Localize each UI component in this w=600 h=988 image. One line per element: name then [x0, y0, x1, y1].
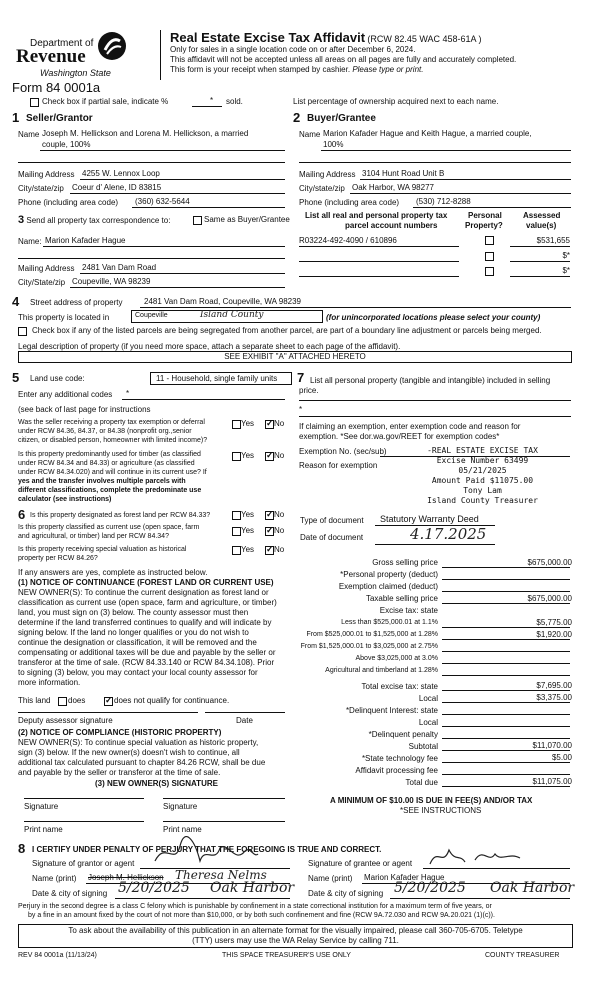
section-3-number: 3 [18, 214, 25, 226]
perjury-note-1 [18, 903, 492, 910]
street-address[interactable]: 2481 Van Dam Road, Coupeville, WA 98239 [144, 297, 301, 306]
q-timber-no-label: No [274, 451, 285, 460]
owner-sig-label-2: Signature [163, 802, 198, 811]
q-current-use-2: and agricultural, or timber) land per RCW 84.34? [18, 533, 169, 540]
notice-2-title: (2) NOTICE OF COMPLIANCE (HISTORIC PROPERTY) [18, 728, 222, 737]
corr-city[interactable]: Coupeville, WA 98239 [72, 277, 151, 286]
partial-pct-line [192, 106, 222, 107]
section-2-number: 2 [293, 110, 301, 125]
title-text: Real Estate Excise Tax Affidavit [170, 30, 366, 45]
doc-date-label: Date of document [300, 533, 364, 542]
q-exemption-3: citizen, or disabled person, homeowner with limited income)? [18, 437, 208, 444]
subtotal-value[interactable]: $11,070.00 [532, 741, 572, 750]
q-timber-6: calculator (see instructions) [18, 496, 112, 503]
grantee-sig-line [423, 868, 570, 869]
section-3 [18, 214, 170, 226]
q-timber-no-checkbox[interactable] [265, 452, 274, 461]
notice-2-l4: and payable by the seller or transferor at the time of sale. [18, 768, 221, 777]
q-current-use-1: Is this property classified as current use (open space, farm [18, 524, 200, 531]
street-line [140, 307, 571, 308]
header-note-1: Only for sales in a single location code on or after December 6, 2024. [170, 45, 416, 54]
q-historic-2: property per RCW 84.26? [18, 555, 98, 562]
q-exemption-no-checkbox[interactable] [265, 420, 274, 429]
exempt-deduct-line [442, 591, 570, 592]
stamp-line-6: Island County Treasurer [427, 496, 538, 505]
q-exemption-1: Was the seller receiving a property tax exemption or deferral [18, 419, 205, 426]
stamp-line-5: Tony Lam [463, 486, 502, 495]
parcel-header-2b: Property? [465, 221, 503, 230]
parcel-row-1-line [299, 246, 459, 247]
reason-label: Reason for exemption [299, 461, 378, 470]
location-county: Island County [200, 310, 264, 320]
corr-mail[interactable]: 2481 Van Dam Road [82, 263, 157, 272]
see-instructions: *SEE INSTRUCTIONS [400, 806, 482, 815]
seller-title: Seller/Grantor [26, 113, 93, 124]
buyer-name-label: Name [299, 130, 321, 139]
delinq-interest-line [442, 714, 570, 715]
tier-3-line [442, 651, 570, 652]
grantor-name-handwritten[interactable]: Theresa Nelms [175, 868, 267, 882]
notice-1-l10: more information. [18, 678, 81, 687]
q-current-use-no-checkbox[interactable] [265, 527, 274, 536]
section-7-number: 7 [297, 370, 305, 385]
seller-phone-label: Phone (including area code) [18, 198, 119, 207]
parcel-row-3-personal-checkbox[interactable] [485, 267, 494, 276]
personal-deduct-line [442, 579, 570, 580]
header-divider [160, 30, 161, 80]
land-use-select[interactable] [150, 372, 292, 385]
buyer-title: Buyer/Grantee [307, 113, 376, 124]
tier-5-line [442, 675, 570, 676]
parcel-row-2-personal-checkbox[interactable] [485, 252, 494, 261]
corr-mail-line [80, 273, 285, 274]
buyer-city[interactable]: Oak Harbor, WA 98277 [352, 183, 434, 192]
total-state-line [442, 690, 570, 691]
personal-property-line-1 [299, 400, 571, 401]
uninc-note: (for unincorporated locations please select your county) [326, 313, 541, 322]
corr-label: Send all property tax correspondence to: [26, 216, 171, 225]
buyer-mail-label: Mailing Address [299, 170, 356, 179]
corr-mail-label: Mailing Address [18, 264, 75, 273]
grantee-date-label: Date & city of signing [308, 889, 384, 898]
parcel-row-2-value-line [510, 261, 570, 262]
land-use-label: Land use code: [30, 374, 85, 383]
delinq-interest-label: *Delinquent Interest: state [345, 706, 438, 715]
grantee-name[interactable]: Marion Kafader Hague [364, 873, 445, 882]
accessibility-box [18, 924, 573, 948]
q-forest-yes-label: Yes [241, 510, 255, 519]
land-use-code: 11 - Household, single family units [156, 374, 278, 383]
tier-2-label: From $525,000.01 to $1,525,000 at 1.28% [306, 631, 438, 638]
addl-codes-line [122, 399, 285, 400]
perjury-note-2: by a fine in an amount fixed by the court of not more than $10,000, or by both such confinement and fine (RCW 9A.72.030 and RCW 9A.20.021 (1)(c)). [28, 912, 495, 919]
section-6-number: 6 [18, 507, 26, 522]
seller-name-underline [40, 150, 285, 151]
parcel-row-1-value-line [510, 246, 570, 247]
parcel-row-1-personal-checkbox[interactable] [485, 236, 494, 245]
notice-1-title: (1) NOTICE OF CONTINUANCE (FOREST LAND OR CURRENT USE) [18, 578, 274, 587]
penalty-line [442, 738, 570, 739]
q-forest-yes-checkbox[interactable] [232, 511, 241, 520]
local-line [442, 702, 570, 703]
tier-4-label: Above $3,025,000 at 3.0% [355, 655, 438, 662]
treasurer-stamp [405, 446, 560, 506]
tier-5-label: Agricultural and timberland at 1.28% [325, 667, 438, 674]
taxable-value[interactable]: $675,000.00 [527, 594, 572, 603]
legal-description: SEE EXHIBIT "A" ATTACHED HERETO [224, 352, 366, 361]
form-number: Form 84 0001a [12, 80, 101, 95]
tech-fee-value[interactable]: $5.00 [551, 753, 572, 762]
grantor-date-line [115, 898, 290, 899]
local-value[interactable]: $3,375.00 [536, 693, 572, 702]
partial-pct[interactable]: * [210, 96, 214, 105]
footer-county-treasurer: COUNTY TREASURER [485, 952, 560, 959]
q-timber-4: yes and the transfer involves multiple parcels with [18, 478, 186, 485]
seller-mail-line [80, 179, 285, 180]
doc-date[interactable]: 4.17.2025 [410, 525, 487, 543]
seller-city[interactable]: Coeur d' Alene, ID 83815 [72, 183, 162, 192]
personal-property-label: List all personal property (tangible and intangible) included in selling [310, 376, 551, 385]
penalty-label: *Delinquent penalty [368, 730, 438, 739]
q-forest: Is this property designated as forest land per RCW 84.33? [30, 512, 211, 519]
notice-1-l4: determine if the land transferred continues to qualify and will indicate by [18, 618, 272, 627]
accessibility-line-2: (TTY) users may use the WA Relay Service by calling 711. [192, 936, 399, 945]
total-state-value[interactable]: $7,695.00 [536, 681, 572, 690]
seller-name-line-2[interactable]: couple, 100% [42, 140, 91, 149]
subtotal-label: Subtotal [408, 742, 438, 751]
gross-label: Gross selling price [372, 558, 438, 567]
grantor-date[interactable]: 5/20/2025 [118, 880, 190, 896]
excise-label: Excise tax: state [379, 606, 438, 615]
stamp-line-3: 05/21/2025 [458, 466, 507, 475]
stamp-line-2: Excise Number 63499 [436, 456, 529, 465]
exemption-no-label: Exemption No. (sec/sub) [299, 447, 387, 456]
seller-mail-label: Mailing Address [18, 170, 75, 179]
section-5-number: 5 [12, 370, 20, 385]
section-4-number: 4 [12, 294, 20, 309]
tier-4-line [442, 663, 570, 664]
grantor-name-typed[interactable]: Joseph M. Hellickson [88, 873, 164, 882]
buyer-name-line-2[interactable]: 100% [323, 140, 344, 149]
header-note-2: This affidavit will not be accepted unless all areas on all pages are fully and accurately completed. [170, 55, 517, 64]
seller-city-line [70, 193, 285, 194]
same-as-buyer-checkbox[interactable] [193, 216, 202, 225]
q-current-use-no-label: No [274, 526, 285, 535]
q-timber-2: under RCW 84.34 and 84.33) or agriculture (as classified [18, 460, 195, 467]
form-title [170, 30, 482, 45]
partial-sale-label: Check box if partial sale, indicate % [42, 97, 169, 106]
notice-2-l2: sign (3) below. If the new owner(s) doesn't wish to continue, all [18, 748, 240, 757]
q-forest-no-checkbox[interactable] [265, 511, 274, 520]
stamp-line-4: Amount Paid $11075.00 [431, 476, 534, 485]
certify-statement: I CERTIFY UNDER PENALTY OF PERJURY THAT THE FOREGOING IS TRUE AND CORRECT. [32, 845, 382, 854]
claim-exemption-2: exemption. *See dor.wa.gov/REET for exemption codes* [299, 432, 500, 441]
seller-city-label: City/state/zip [18, 184, 64, 193]
notice-1-l6: continue the designation or classification, it will be removed and the [18, 638, 257, 647]
parcel-row-3-line [299, 276, 459, 277]
legal-label: Legal description of property (if you need more space, attach a separate sheet to each page of the affidavit). [18, 342, 401, 351]
q-historic-no-checkbox[interactable] [265, 546, 274, 555]
buyer-city-label: City/state/zip [299, 184, 345, 193]
legal-description-box[interactable] [18, 351, 572, 363]
addl-codes-label: Enter any additional codes [18, 390, 113, 399]
land-does-label: does [68, 696, 86, 705]
notice-1-l1: NEW OWNER(S): To continue the current designation as forest land or [18, 588, 269, 597]
owner-print-label-2: Print name [163, 825, 202, 834]
gross-value[interactable]: $675,000.00 [527, 558, 572, 567]
owner-print-line-2 [163, 821, 285, 822]
parcel-header-1: List all real and personal property tax [305, 211, 448, 220]
seller-blank-line [18, 162, 285, 163]
section-8-number: 8 [18, 841, 26, 856]
notice-1-l3: land, you must sign on (3) below. The county assessor must then [18, 608, 249, 617]
deputy-date-label: Date [236, 716, 253, 725]
same-as-buyer-label: Same as Buyer/Grantee [204, 215, 290, 224]
corr-name-label: Name: [18, 237, 42, 246]
parcel-row-2-value[interactable]: $* [562, 251, 570, 260]
q-timber-yes-checkbox[interactable] [232, 452, 241, 461]
note3b-text: Please type or print. [352, 65, 424, 74]
subtotal-line [442, 750, 570, 751]
parcel-header-1b: parcel account numbers [345, 221, 438, 230]
q-timber-5: different classifications, complete the predominate use [18, 487, 202, 494]
buyer-city-line [350, 193, 571, 194]
tier-2-value[interactable]: $1,920.00 [536, 630, 572, 639]
grantee-date-line [390, 898, 570, 899]
buyer-phone[interactable]: (530) 712-8288 [416, 197, 471, 206]
note3-text: This form is your receipt when stamped by cashier. [170, 65, 351, 74]
buyer-blank-line [299, 162, 571, 163]
q-timber-yes-label: Yes [241, 451, 255, 460]
deputy-date-line [205, 712, 285, 713]
personal-property-value[interactable]: * [299, 405, 303, 414]
rcw-text: (RCW 82.45 WAC 458-61A ) [367, 34, 482, 44]
notice-1-l7: compensating or additional taxes will be due and payable by the seller or [18, 648, 276, 657]
owner-print-line-1 [24, 821, 144, 822]
sold-label: sold. [226, 97, 243, 106]
parcel-header-2: Personal [468, 211, 502, 220]
located-label: This property is located in [18, 313, 110, 322]
land-does-not-label: does not qualify for continuance. [114, 696, 230, 705]
addl-codes-value[interactable]: * [126, 389, 130, 398]
notice-2-l1: NEW OWNER(S): To continue special valuation as historic property, [18, 738, 259, 747]
taxable-label: Taxable selling price [365, 594, 438, 603]
owner-sig-label-1: Signature [24, 802, 59, 811]
q-exemption-2: under RCW 84.36, 84.37, or 84.38 (nonprofit org.,senior [18, 428, 192, 435]
buyer-phone-label: Phone (including area code) [299, 198, 400, 207]
affidavit-fee-label: Affidavit processing fee [355, 766, 438, 775]
location-select[interactable] [131, 310, 323, 323]
notice-1-l9: to signing (3) below, you may contact your local county assessor for [18, 668, 258, 677]
personal-property-label-2: price. [299, 386, 319, 395]
if-yes-note: If any answers are yes, complete as instructed below. [18, 568, 208, 577]
total-state-label: Total excise tax: state [361, 682, 438, 691]
segregated-label: Check box if any of the listed parcels are being segregated from another parcel, are part of a boundary line adjustment or parcels being merged. [32, 326, 542, 335]
owner-sig-line-2 [163, 798, 285, 799]
grantor-date-label: Date & city of signing [32, 889, 108, 898]
tier-2-line [442, 639, 570, 640]
local-label: Local [418, 694, 438, 703]
seller-name-label: Name [18, 130, 40, 139]
state-label: Washington State [40, 68, 111, 78]
gross-line [442, 567, 570, 568]
partial-sale-checkbox[interactable] [30, 98, 39, 107]
buyer-mail[interactable]: 3104 Hunt Road Unit B [362, 169, 445, 178]
q-timber-3: under RCW 84.34.020) and will continue in its current use? If [18, 469, 207, 476]
parcel-row-1-value[interactable]: $531,655 [536, 236, 570, 245]
header-note-3 [170, 65, 423, 74]
q-historic-1: Is this property receiving special valuation as historical [18, 546, 187, 553]
notice-3-title: (3) NEW OWNER(S) SIGNATURE [95, 779, 218, 788]
claim-exemption-1: If claiming an exemption, enter exemption code and reason for [299, 422, 521, 431]
section-1-number: 1 [12, 110, 20, 125]
buyer-name-line-1[interactable]: Marion Kafader Hague and Keith Hague, a married couple, [323, 129, 532, 138]
tier-1-value[interactable]: $5,775.00 [536, 618, 572, 627]
grantor-signature-scribble [150, 836, 260, 870]
parcel-header-3: Assessed [523, 211, 561, 220]
footer-treasurer-use: THIS SPACE TREASURER'S USE ONLY [222, 952, 351, 959]
notice-2-l3: additional tax calculated pursuant to chapter 84.26 RCW, shall be due [18, 758, 266, 767]
grantor-sig-label: Signature of grantor or agent [32, 859, 135, 868]
q-current-use-yes-label: Yes [241, 526, 255, 535]
notice-1-l2: classification as current use (open space, farm and agriculture, or timber) [18, 598, 277, 607]
corr-name[interactable]: Marion Kafader Hague [45, 236, 126, 245]
q-current-use-yes-checkbox[interactable] [232, 527, 241, 536]
owner-print-label-1: Print name [24, 825, 63, 834]
q-exemption-yes-label: Yes [241, 419, 255, 428]
ownership-note: List percentage of ownership acquired next to each name. [293, 97, 499, 106]
seller-name-line-1[interactable]: Joseph M. Hellickson and Lorena M. Hellickson, a married [42, 129, 249, 138]
q-historic-yes-checkbox[interactable] [232, 546, 241, 555]
tier-1-line [442, 627, 570, 628]
land-does-checkbox[interactable] [58, 697, 67, 706]
notice-1-l5: signing below. If the land no longer qualifies or you do not wish to [18, 628, 249, 637]
q-historic-no-label: No [274, 545, 285, 554]
exempt-deduct-label: Exemption claimed (deduct) [338, 582, 438, 591]
seller-phone[interactable]: (360) 632-5644 [135, 197, 190, 206]
footer-rev: REV 84 0001a (11/13/24) [18, 952, 97, 959]
accessibility-line-1: To ask about the availability of this publication in an alternate format for the visually impaired, please call 360-705-6705. Teletype [68, 926, 523, 935]
grantee-name-label: Name (print) [308, 874, 353, 883]
minimum-due-note: A MINIMUM OF $10.00 IS DUE IN FEE(S) AND/OR TAX [330, 796, 533, 805]
parcel-row-3-value-line [510, 276, 570, 277]
seller-mail[interactable]: 4255 W. Lennox Loop [82, 169, 160, 178]
grantee-sig-label: Signature of grantee or agent [308, 859, 413, 868]
parcel-row-1-number[interactable]: R03224-492-4090 / 610896 [299, 236, 397, 245]
parcel-row-3-value[interactable]: $* [562, 266, 570, 275]
doc-type[interactable]: Statutory Warranty Deed [380, 514, 479, 524]
owner-sig-line-1 [24, 798, 144, 799]
land-does-not-checkbox[interactable] [104, 697, 113, 706]
buyer-mail-line [360, 179, 571, 180]
tech-fee-label: *State technology fee [361, 754, 438, 763]
tier-3-label: From $1,525,000.01 to $3,025,000 at 2.75% [300, 643, 438, 650]
deputy-sig-label: Deputy assessor signature [18, 716, 113, 725]
revenue-logo-text: Revenue [16, 46, 86, 67]
q-forest-no-label: No [274, 510, 285, 519]
q-exemption-yes-checkbox[interactable] [232, 420, 241, 429]
parcel-header-3b: value(s) [526, 221, 557, 230]
corr-name-line [43, 246, 285, 247]
location-city: Coupeville [135, 312, 168, 319]
revenue-logo-icon [98, 32, 126, 60]
perjury-text-1: Perjury in the second degree is a class C felony which is punishable by confinement in a state correctional institution for a maximum term of five years, or [18, 903, 492, 910]
street-label: Street address of property [30, 298, 123, 307]
tech-fee-line [442, 762, 570, 763]
stamp-line-1: -REAL ESTATE EXCISE TAX [427, 446, 538, 455]
doc-type-label: Type of document [300, 516, 364, 525]
taxable-line [442, 603, 570, 604]
q-exemption-no-label: No [274, 419, 285, 428]
grantor-name-label: Name (print) [32, 874, 77, 883]
q-timber-1: Is this property predominantly used for timber (as classified [18, 451, 201, 458]
parcel-row-2-line [299, 261, 459, 262]
doc-date-line [375, 544, 495, 545]
see-back-label: (see back of last page for instructions [18, 405, 151, 414]
delinq-local-label: Local [418, 718, 438, 727]
delinq-local-line [442, 726, 570, 727]
buyer-name-underline [321, 150, 571, 151]
total-due-line [442, 786, 570, 787]
corr-city-line [70, 287, 285, 288]
corr-city-label: City/State/zip [18, 278, 66, 287]
buyer-phone-line [413, 207, 571, 208]
segregated-checkbox[interactable] [18, 327, 27, 336]
total-due-label: Total due [405, 778, 438, 787]
personal-property-line-2 [299, 416, 571, 417]
dept-label: Department of [30, 38, 94, 49]
grantor-city[interactable]: Oak Harbor [210, 880, 295, 896]
affidavit-fee-line [442, 774, 570, 775]
grantee-date[interactable]: 5/20/2025 [394, 880, 466, 896]
personal-deduct-label: *Personal property (deduct) [340, 570, 438, 579]
this-land-label: This land [18, 696, 51, 705]
notice-1-l8: transferor at the time of sale. (RCW 84.33.140 or RCW 84.34.108). Prior [18, 658, 275, 667]
grantee-city[interactable]: Oak Harbor [490, 880, 575, 896]
q-historic-yes-label: Yes [241, 545, 255, 554]
tier-1-label: Less than $525,000.01 at 1.1% [341, 619, 438, 626]
total-due-value[interactable]: $11,075.00 [532, 777, 572, 786]
corr-blank-line [18, 258, 285, 259]
deputy-sig-line [18, 712, 198, 713]
seller-phone-line [132, 207, 285, 208]
